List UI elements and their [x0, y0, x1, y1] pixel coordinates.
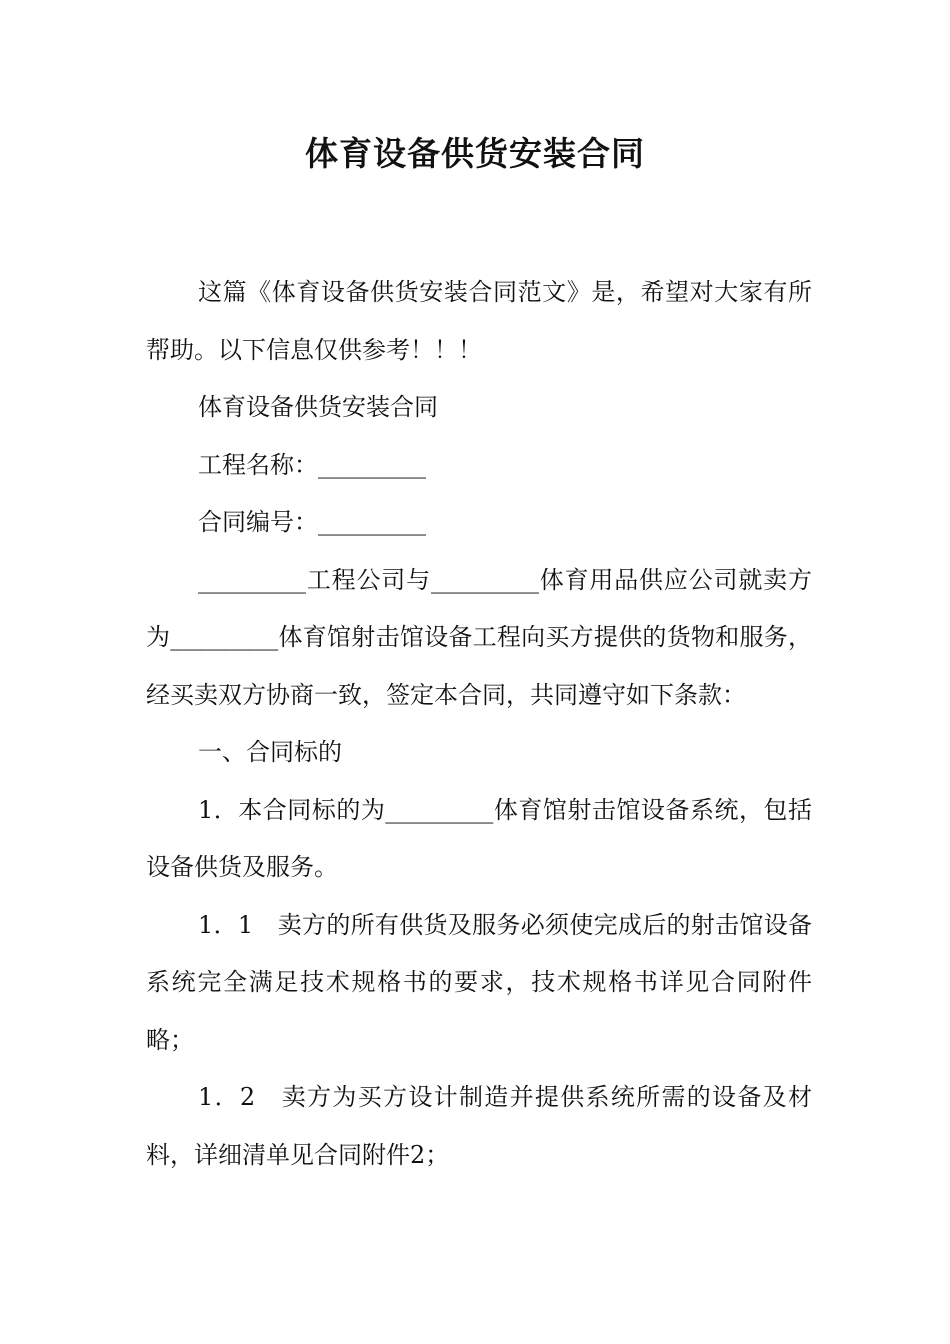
section-heading-subject: 一、合同标的: [198, 738, 342, 766]
contract-number-line: 合同编号：_________: [198, 508, 426, 536]
clause-1: 1．本合同标的为_________体育馆射击馆设备系统，包括设备供货及服务。: [146, 795, 812, 881]
project-name-line: 工程名称：_________: [198, 450, 426, 479]
clause-1-1: 1．1 卖方的所有供货及服务必须使完成后的射击馆设备系统完全满足技术规格书的要求，技术规格书详见合同附件略；: [146, 910, 812, 1054]
contract-heading: 体育设备供货安装合同: [198, 393, 438, 421]
parties-paragraph: _________工程公司与_________体育用品供应公司就卖方为_________体育馆射击馆设备工程向买方提供的货物和服务，经买卖双方协商一致，签定本合同，共同遵守如下条款：: [146, 565, 812, 709]
document-body: [146, 264, 812, 1184]
clause-1-2: 1．2 卖方为买方设计制造并提供系统所需的设备及材料，详细清单见合同附件2；: [146, 1083, 812, 1169]
document-title: 体育设备供货安装合同: [305, 134, 645, 173]
intro-paragraph: 这篇《体育设备供货安装合同范文》是，希望对大家有所帮助。以下信息仅供参考！！！: [146, 278, 812, 364]
